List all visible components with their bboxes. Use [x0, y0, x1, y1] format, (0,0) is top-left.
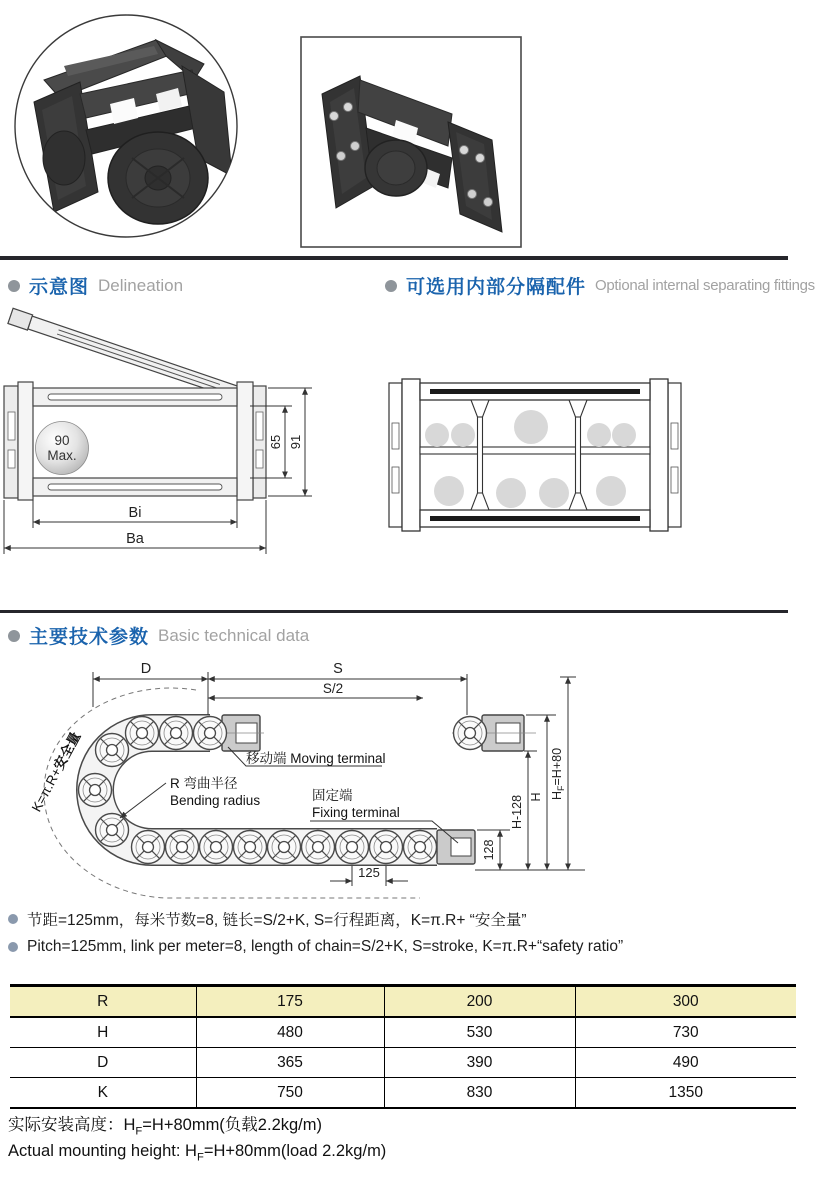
section-header-separating	[385, 272, 815, 299]
dim-hf-label	[550, 748, 566, 800]
hf-h: H	[550, 791, 564, 801]
spec-table	[10, 984, 796, 1109]
mounting-zh-prefix: 实际安装高度：H	[8, 1116, 136, 1134]
dim-bi-label: Bi	[128, 505, 142, 521]
section-header-technical	[8, 622, 309, 649]
note-text-en: Pitch=125mm, link per meter=8, length of chain=S/2+K, S=stroke, K=π.R+“safety ratio”	[27, 938, 624, 955]
fixing-terminal-en: Fixing terminal	[312, 805, 400, 820]
dim-128-label: 128	[482, 839, 496, 861]
pitch-125-dimension	[330, 865, 408, 886]
section-title-zh: 主要技术参数	[29, 627, 150, 648]
table-row	[10, 1048, 796, 1078]
fixing-terminal-zh: 固定端	[312, 788, 353, 803]
note-line-en	[8, 938, 623, 956]
k-formula-bold: 安全量	[51, 729, 84, 773]
mounting-en-suffix: =H+80mm(load 2.2kg/m)	[203, 1142, 387, 1160]
cell: 750	[196, 1078, 384, 1109]
dim-ba-label: Ba	[126, 531, 144, 547]
dim-s2-label: S/2	[322, 681, 344, 696]
bullet-icon	[385, 280, 397, 292]
row-label: K	[97, 1083, 108, 1101]
top-dimension-lines	[93, 672, 467, 715]
cell: 490	[575, 1048, 796, 1078]
dim-h-label: H	[529, 792, 543, 802]
product-photo-circle	[6, 6, 246, 246]
dim-65-label: 65	[268, 434, 283, 450]
row-label: H	[97, 1023, 109, 1041]
mounting-en-prefix: Actual mounting height: H	[8, 1142, 197, 1160]
section-divider	[0, 256, 788, 260]
ball-90-max	[36, 422, 89, 475]
dim-h128-label: H-128	[510, 794, 524, 830]
section-title-en: Basic technical data	[158, 625, 310, 645]
dim-d-label: D	[140, 661, 152, 677]
separator-frame	[389, 379, 681, 531]
fixing-terminal-block	[437, 830, 475, 864]
hf-rest: =H+80	[550, 747, 564, 786]
cell: 530	[384, 1017, 575, 1048]
dim-125-label: 125	[358, 865, 380, 880]
cell: 365	[196, 1048, 384, 1078]
section-title-en: Optional internal separating fittings	[595, 277, 815, 294]
table-header-row	[10, 986, 796, 1018]
section-header-delineation	[8, 272, 183, 299]
hf-sub: F	[556, 785, 566, 791]
cell: 480	[196, 1017, 384, 1048]
table-row	[10, 1017, 796, 1048]
k-formula-prefix: K=π.R+	[28, 765, 65, 815]
bending-radius-en: Bending radius	[170, 793, 261, 808]
dim-91-label: 91	[288, 434, 303, 450]
bullet-icon	[8, 280, 20, 292]
delineation-drawing	[0, 300, 330, 570]
section-title-en: Delineation	[98, 275, 184, 295]
header-cell: 300	[575, 986, 796, 1018]
cell: 390	[384, 1048, 575, 1078]
note-text-zh: 节距=125mm，每米节数=8, 链长=S/2+K, S=行程距离，K=π.R+ “安全量”	[27, 912, 527, 929]
mounting-zh-sub: F	[135, 1125, 143, 1138]
cell: 1350	[575, 1078, 796, 1109]
header-cell: R	[97, 992, 109, 1010]
moving-terminal-text: 移动端 Moving terminal	[246, 751, 386, 766]
table-row	[10, 1078, 796, 1109]
bending-diagram	[0, 652, 820, 902]
k-formula-label	[28, 729, 84, 815]
bullet-icon	[8, 630, 20, 642]
section-title-zh: 示意图	[29, 277, 90, 298]
cell: 830	[384, 1078, 575, 1109]
bullet-icon	[8, 942, 18, 952]
mounting-zh-suffix: =H+80mm(负载2.2kg/m)	[142, 1116, 322, 1134]
product-photo-box	[300, 36, 522, 248]
row-label: D	[97, 1053, 109, 1071]
note-line-zh	[8, 908, 527, 930]
header-cell: 200	[384, 986, 575, 1018]
separator-drawing	[385, 375, 685, 535]
bullet-icon	[8, 914, 18, 924]
section-title-zh: 可选用内部分隔配件	[406, 277, 587, 298]
cell: 730	[575, 1017, 796, 1048]
ball-label-90: 90	[54, 433, 70, 448]
ball-label-max: Max.	[47, 448, 77, 463]
section-divider	[0, 610, 788, 613]
bending-radius-label	[120, 775, 260, 818]
bending-radius-zh: R 弯曲半径	[170, 776, 238, 791]
header-cell: 175	[196, 986, 384, 1018]
mounting-height-en	[8, 1138, 386, 1170]
chain-links	[79, 717, 487, 864]
cable-circles	[425, 410, 636, 508]
dim-s-label: S	[333, 661, 343, 677]
mounting-en-sub: F	[196, 1151, 204, 1164]
